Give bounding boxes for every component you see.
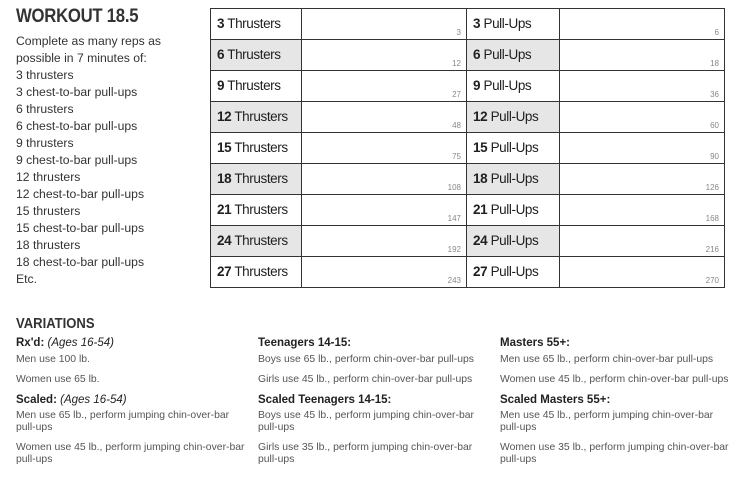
pullups-name: Pull-Ups [490,109,539,124]
scaled-masters-line: Women use 35 lb., perform jumping chin-over-bar pull-ups [500,442,729,465]
masters-heading: Masters 55+: [500,337,570,349]
description-intro: Complete as many reps as possible in 7 minutes of: [16,34,161,65]
sequence-item: 3 chest-to-bar pull-ups [16,85,138,99]
scorecard-row [211,164,725,195]
pullups-cumulative-total: 6 [714,28,719,37]
sequence-item: 3 thrusters [16,68,74,82]
scaled-masters-heading: Scaled Masters 55+: [500,393,611,406]
sequence-item: 12 thrusters [16,170,81,184]
pullups-name: Pull-Ups [490,233,539,248]
thrusters-score-box[interactable] [302,195,467,226]
pullups-cumulative-total: 90 [710,152,719,161]
thrusters-label-cell [211,40,302,71]
pullups-cumulative-total: 270 [705,276,719,285]
pullups-score-box[interactable] [560,102,725,133]
scorecard-row [211,226,725,257]
thrusters-score-box[interactable] [302,226,467,257]
sequence-item: 18 thrusters [16,238,81,252]
pullups-name: Pull-Ups [483,47,532,62]
scorecard-table [210,8,725,288]
pullups-name: Pull-Ups [490,202,539,217]
pullups-reps: 9 [473,78,481,93]
pullups-name: Pull-Ups [490,171,539,186]
thrusters-name: Thrusters [234,109,288,124]
scorecard-row [211,40,725,71]
pullups-name: Pull-Ups [490,264,539,279]
thrusters-name: Thrusters [234,140,288,155]
sequence-item: Etc. [16,272,37,286]
rxd-heading: Rx'd: (Ages 16-54) [16,337,114,349]
thrusters-reps: 3 [217,16,225,31]
pullups-label-cell [467,71,560,102]
thrusters-cumulative-total: 147 [447,214,461,223]
pullups-name: Pull-Ups [490,140,539,155]
thrusters-cumulative-total: 243 [447,276,461,285]
scaled-teens-line: Boys use 45 lb., perform jumping chin-over-bar pull-ups [258,410,474,433]
variations-col-masters [500,338,732,474]
thrusters-score-box[interactable] [302,164,467,195]
scaled-line: Men use 65 lb., perform jumping chin-over-bar pull-ups [16,410,230,433]
scorecard-row [211,195,725,226]
scaled-heading: Scaled: (Ages 16-54) [16,393,127,406]
rxd-line: Men use 100 lb. [16,353,90,365]
variations-col-teens [258,338,490,474]
thrusters-score-box[interactable] [302,40,467,71]
thrusters-name: Thrusters [234,202,288,217]
teens-heading: Teenagers 14-15: [258,337,352,349]
thrusters-reps: 15 [217,140,232,155]
pullups-name: Pull-Ups [483,78,532,93]
thrusters-cumulative-total: 108 [447,183,461,192]
thrusters-label-cell [211,195,302,226]
masters-line: Women use 45 lb., perform chin-over-bar pull-ups [500,374,729,385]
pullups-reps: 24 [473,233,488,248]
pullups-label-cell [467,195,560,226]
scaled-teens-line: Girls use 35 lb., perform jumping chin-over-bar pull-ups [258,442,473,465]
thrusters-label-cell [211,164,302,195]
sequence-item: 9 chest-to-bar pull-ups [16,153,138,167]
scaled-teens-heading: Scaled Teenagers 14-15: [258,393,392,406]
scorecard-row [211,71,725,102]
pullups-reps: 27 [473,264,488,279]
thrusters-score-box[interactable] [302,257,467,288]
pullups-cumulative-total: 126 [705,183,719,192]
pullups-reps: 15 [473,140,488,155]
pullups-name: Pull-Ups [483,16,532,31]
pullups-reps: 21 [473,202,488,217]
thrusters-score-box[interactable] [302,133,467,164]
scorecard-row [211,133,725,164]
pullups-label-cell [467,133,560,164]
workout-title: WORKOUT 18.5 [16,6,139,27]
pullups-label-cell [467,164,560,195]
thrusters-name: Thrusters [234,171,288,186]
pullups-reps: 6 [473,47,481,62]
pullups-cumulative-total: 36 [710,90,719,99]
sequence-item: 18 chest-to-bar pull-ups [16,255,145,269]
scaled-masters-line: Men use 45 lb., perform jumping chin-over-bar pull-ups [500,410,714,433]
thrusters-name: Thrusters [227,47,281,62]
thrusters-cumulative-total: 75 [452,152,461,161]
thrusters-cumulative-total: 27 [452,90,461,99]
thrusters-name: Thrusters [234,264,288,279]
pullups-score-box[interactable] [560,9,725,40]
pullups-reps: 18 [473,171,488,186]
pullups-reps: 12 [473,109,488,124]
pullups-label-cell [467,257,560,288]
pullups-cumulative-total: 60 [710,121,719,130]
sequence-list [16,67,186,288]
thrusters-name: Thrusters [234,233,288,248]
thrusters-cumulative-total: 192 [447,245,461,254]
pullups-score-box[interactable] [560,257,725,288]
thrusters-label-cell [211,102,302,133]
pullups-cumulative-total: 216 [705,245,719,254]
thrusters-reps: 6 [217,47,225,62]
sequence-item: 15 chest-to-bar pull-ups [16,221,145,235]
pullups-score-box[interactable] [560,71,725,102]
pullups-label-cell [467,102,560,133]
thrusters-cumulative-total: 12 [452,59,461,68]
thrusters-label-cell [211,71,302,102]
thrusters-reps: 12 [217,109,232,124]
thrusters-reps: 9 [217,78,225,93]
workout-description [16,33,186,288]
sequence-item: 9 thrusters [16,136,74,150]
pullups-score-box[interactable] [560,226,725,257]
thrusters-label-cell [211,9,302,40]
variations-col-adults [16,338,246,474]
pullups-label-cell [467,40,560,71]
thrusters-reps: 18 [217,171,232,186]
thrusters-cumulative-total: 3 [456,28,461,37]
masters-line: Men use 65 lb., perform chin-over-bar pull-ups [500,353,714,365]
teens-line: Girls use 45 lb., perform chin-over-bar pull-ups [258,374,473,385]
thrusters-reps: 24 [217,233,232,248]
thrusters-reps: 21 [217,202,232,217]
scorecard-row [211,257,725,288]
scorecard-row [211,9,725,40]
pullups-label-cell [467,226,560,257]
pullups-cumulative-total: 168 [705,214,719,223]
pullups-reps: 3 [473,16,481,31]
thrusters-label-cell [211,226,302,257]
scaled-line: Women use 45 lb., perform jumping chin-over-bar pull-ups [16,442,245,465]
thrusters-label-cell [211,257,302,288]
thrusters-score-box[interactable] [302,9,467,40]
thrusters-reps: 27 [217,264,232,279]
thrusters-label-cell [211,133,302,164]
sequence-item: 6 chest-to-bar pull-ups [16,119,138,133]
rxd-line: Women use 65 lb. [16,374,100,385]
pullups-score-box[interactable] [560,40,725,71]
thrusters-name: Thrusters [227,16,281,31]
pullups-cumulative-total: 18 [710,59,719,68]
pullups-score-box[interactable] [560,195,725,226]
teens-line: Boys use 65 lb., perform chin-over-bar pull-ups [258,353,474,365]
sequence-item: 15 thrusters [16,204,81,218]
scorecard-row [211,102,725,133]
sequence-item: 12 chest-to-bar pull-ups [16,187,145,201]
thrusters-name: Thrusters [227,78,281,93]
pullups-score-box[interactable] [560,133,725,164]
variations-title: VARIATIONS [16,316,95,332]
thrusters-score-box[interactable] [302,102,467,133]
thrusters-score-box[interactable] [302,71,467,102]
sequence-item: 6 thrusters [16,102,74,116]
pullups-label-cell [467,9,560,40]
pullups-score-box[interactable] [560,164,725,195]
thrusters-cumulative-total: 48 [452,121,461,130]
